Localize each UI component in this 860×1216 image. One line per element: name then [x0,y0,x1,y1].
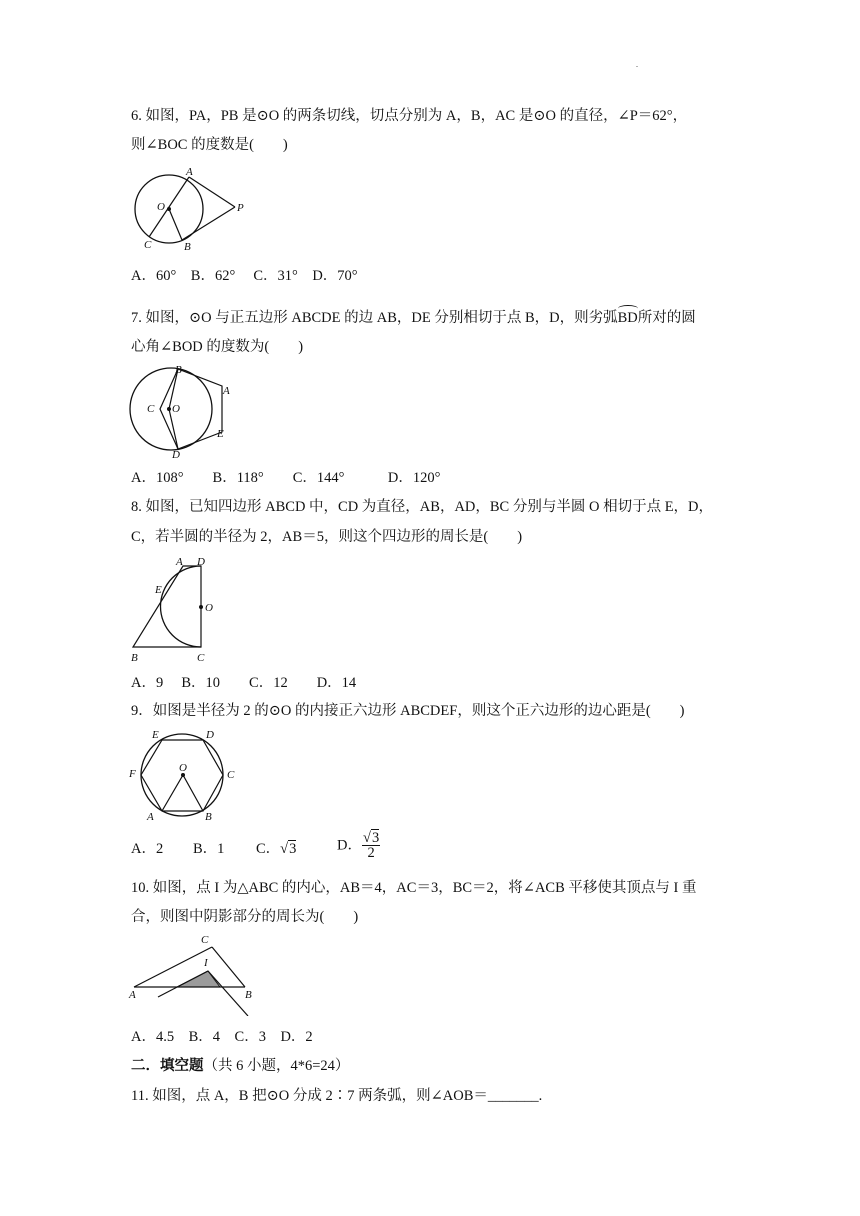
q10-label-a: A [129,989,136,1001]
q8-quadrilateral [133,566,201,647]
q9-option-d-label: D． [337,837,362,854]
q9-label-e: E [152,729,159,741]
q9-label-o: O [179,762,187,774]
q6-figure [128,164,253,254]
q9-triangle-oab [162,775,203,811]
q8-center-dot [199,605,203,609]
q6-label-b: B [184,241,191,253]
q9-option-d [337,831,380,860]
q7-pentagon-sides [178,369,222,449]
q7-arc-bd: BD [617,310,638,326]
q6-label-o: O [157,201,165,213]
q6-radius-ob [169,209,182,240]
q9-option-d-denominator: 2 [367,845,375,861]
section2-heading [131,1057,349,1075]
q7-label-o: O [172,403,180,415]
q7-center-dot [167,407,171,411]
q9-label-b: B [205,811,212,823]
section2-detail: （共 6 小题，4*6=24） [203,1058,350,1074]
q8-label-a: A [176,556,183,568]
q8-semicircle [161,566,202,647]
q10-label-b: B [245,989,252,1001]
q9-label-a: A [147,811,154,823]
q9-option-c-radicand: 3 [289,841,297,857]
q8-label-c: C [197,652,205,664]
q10-text-line2: 合，则图中阴影部分的周长为( ) [131,909,359,925]
q10-text-line1: 10. 如图，点 I 为△ABC 的内心，AB＝4，AC＝3，BC＝2，将∠ACB 平移使其顶点与 I 重 [131,880,697,896]
q9-label-f: F [129,768,136,780]
q8-label-b: B [131,652,138,664]
q6-label-a: A [186,166,193,178]
q10-translated-bc [208,971,248,1016]
section2-title: 二．填空题 [131,1058,204,1074]
q9-label-d: D [206,729,214,741]
q6-label-p: P [237,202,244,214]
q9-option-c [256,840,296,858]
q8-label-d: D [197,556,205,568]
q10-shaded-triangle [177,971,220,987]
corner-mark: . [636,60,638,69]
q6-text-line2: 则∠BOC 的度数是( ) [131,137,288,153]
q7-figure [126,364,246,458]
q9-text-line1: 9．如图是半径为 2 的⊙O 的内接正六边形 ABCDEF，则这个正六边形的边心距是( ) [131,703,685,719]
q9-option-d-fraction [362,831,380,860]
q9-figure [126,726,246,824]
q6-tangent-pb [182,207,235,240]
q9-option-d-radicand: 3 [371,830,380,846]
q7-options: A．108° B．118° C．144° D．120° [131,470,441,486]
q7-text-line1-pre: 7. 如图，⊙O 与正五边形 ABCDE 的边 AB，DE 分别相切于点 B，D，则劣弧 [131,310,618,326]
q6-center-dot [167,207,171,211]
q7-label-d: D [172,449,180,458]
q11-text-line1: 11. 如图，点 A，B 把⊙O 分成 2∶7 两条弧，则∠AOB＝_______. [131,1088,543,1104]
q7-label-a: A [223,385,230,397]
q6-options: A．60° B．62° C．31° D．70° [131,268,358,284]
q8-label-o: O [205,602,213,614]
q8-figure [126,555,221,665]
q9-label-c: C [227,769,235,781]
q6-text-line1: 6. 如图，PA，PB 是⊙O 的两条切线，切点分别为 A，B，AC 是⊙O 的直径，∠P＝62°， [131,108,688,124]
q8-label-e: E [155,584,162,596]
q7-label-e: E [217,428,224,440]
q9-option-d-numerator [362,831,380,846]
q10-label-i: I [204,957,208,969]
q7-radius-od [169,409,178,449]
q6-label-c: C [144,239,152,251]
q8-text-line1: 8. 如图，已知四边形 ABCD 中，CD 为直径，AB，AD，BC 分别与半圆 O 相切于点 E，D， [131,499,714,515]
q10-label-c: C [201,934,209,946]
q9-option-b: B．1 [193,841,225,857]
q9-option-c-sqrt: √ [280,841,289,857]
q7-text-line2: 心角∠BOD 的度数为( ) [131,339,304,355]
q7-text-line1 [131,309,696,327]
q6-tangent-pa [189,177,235,207]
q7-text-line1-post: 所对的圆 [637,310,696,326]
q8-options: A．9 B．10 C．12 D．14 [131,675,357,691]
q7-label-b: B [175,364,182,376]
q7-label-c: C [147,403,155,415]
q9-option-c-label: C． [256,841,281,857]
q9-option-d-sqrt: √ [362,830,371,846]
q9-option-a: A．2 [131,841,164,857]
q10-options: A．4.5 B．4 C．3 D．2 [131,1029,313,1045]
q8-text-line2: C，若半圆的半径为 2，AB＝5，则这个四边形的周长是( ) [131,529,523,545]
q10-figure [126,930,266,1016]
